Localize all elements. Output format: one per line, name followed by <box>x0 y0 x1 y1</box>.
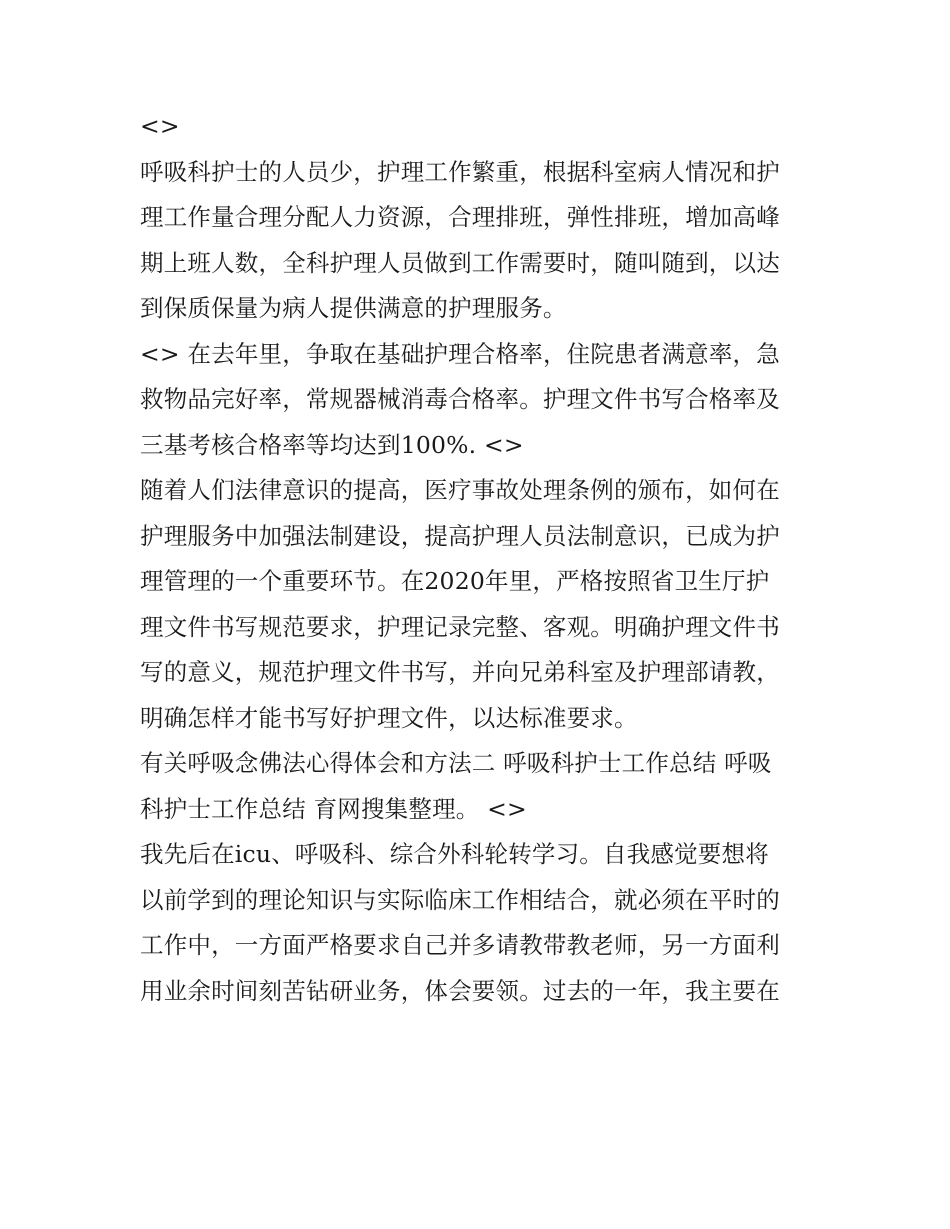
text-line: <> 在去年里，争取在基础护理合格率，住院患者满意率，急 <box>140 339 780 368</box>
paragraph-rotation <box>140 832 812 1014</box>
text-line: 理管理的一个重要环节。在2020年里，严格按照省卫生厅护 <box>140 567 770 595</box>
text-line: 写的意义，规范护理文件书写，并向兄弟科室及护理部请教， <box>140 658 780 686</box>
paragraph-marker <box>140 104 812 150</box>
text-line: 我先后在icu、呼吸科、综合外科轮转学习。自我感觉要想将 <box>140 840 769 868</box>
text-line: 理工作量合理分配人力资源，合理排班，弹性排班，增加高峰 <box>140 203 780 231</box>
paragraph-staffing <box>140 150 812 332</box>
text-line: 到保质保量为病人提供满意的护理服务。 <box>140 294 567 322</box>
text-line: 理文件书写规范要求，护理记录完整、客观。明确护理文件书 <box>140 612 780 641</box>
text-line: 以前学到的理论知识与实际临床工作相结合，就必须在平时的 <box>140 885 780 914</box>
text-line: 工作中，一方面严格要求自己并多请教带教老师，另一方面利 <box>140 931 780 959</box>
text-line: 护理服务中加强法制建设，提高护理人员法制意识，已成为护 <box>140 521 780 550</box>
paragraph-pass-rates <box>140 332 812 469</box>
paragraph-related <box>140 741 812 832</box>
text-line: 明确怎样才能书写好护理文件，以达标准要求。 <box>140 703 638 732</box>
paragraph-legal-awareness <box>140 468 812 741</box>
text-line: 有关呼吸念佛法心得体会和方法二 呼吸科护士工作总结 呼吸 <box>140 749 772 777</box>
text-line: 用业余时间刻苦钻研业务，体会要领。过去的一年，我主要在 <box>140 976 780 1005</box>
text-line: 科护士工作总结 育网搜集整理。 <> <box>140 794 527 823</box>
text-line: 随着人们法律意识的提高，医疗事故处理条例的颁布，如何在 <box>140 476 780 504</box>
document-page <box>140 104 812 1014</box>
text-line: <> <box>140 112 180 140</box>
text-line: 三基考核合格率等均达到100%. <> <box>140 430 524 459</box>
text-line: 救物品完好率，常规器械消毒合格率。护理文件书写合格率及 <box>140 385 780 413</box>
text-line: 呼吸科护士的人员少，护理工作繁重，根据科室病人情况和护 <box>140 157 780 186</box>
text-line: 期上班人数，全科护理人员做到工作需要时，随叫随到，以达 <box>140 248 780 277</box>
